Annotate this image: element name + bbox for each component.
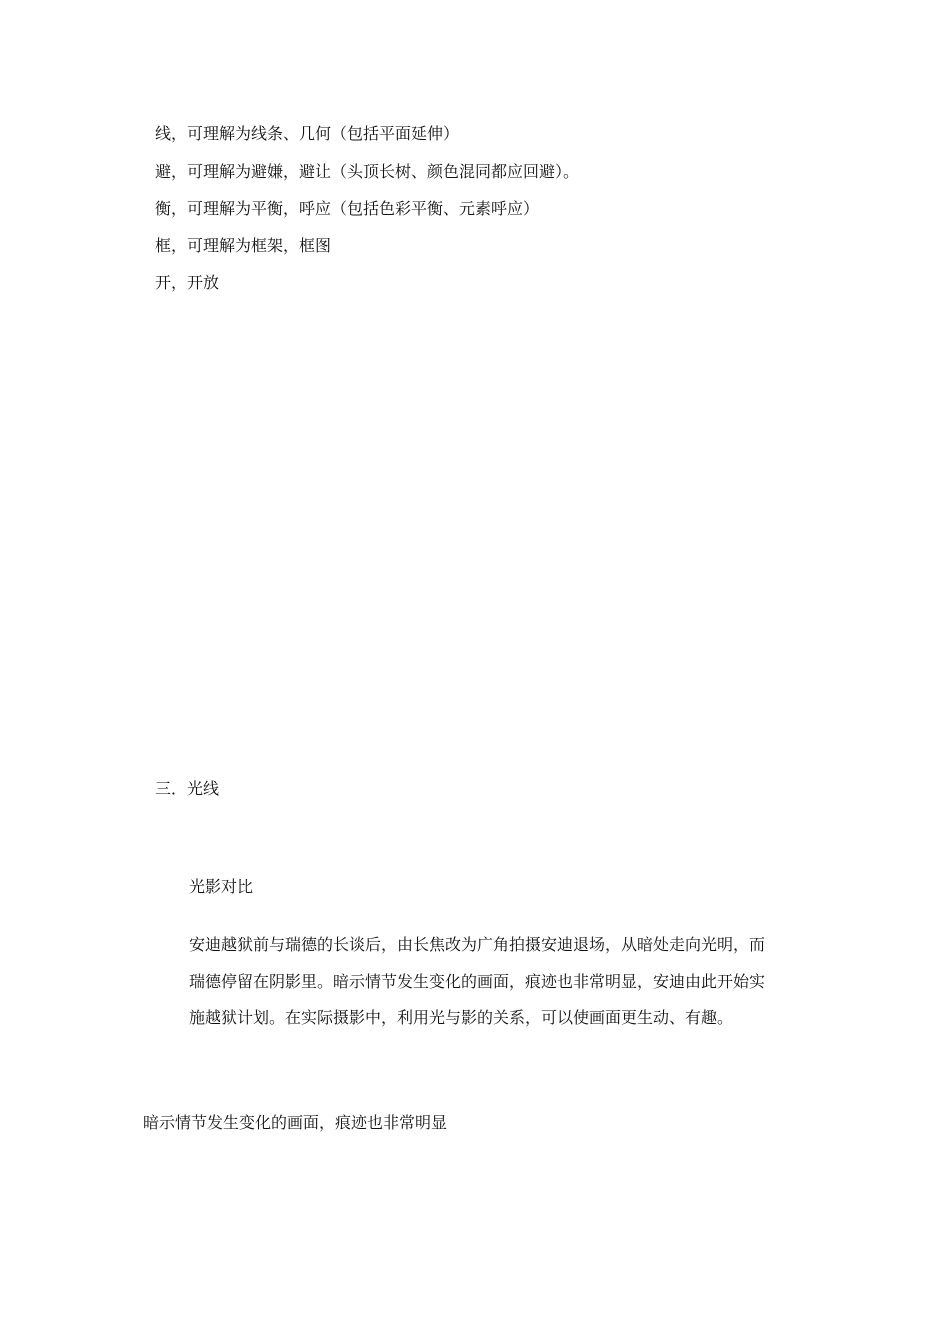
section-heading: 三．光线 [155, 779, 220, 798]
subheading: 光影对比 [189, 877, 254, 896]
paragraph-line: 施越狱计划。在实际摄影中，利用光与影的关系，可以使画面更生动、有趣。 [189, 1008, 734, 1027]
list-item-open: 开，开放 [155, 273, 220, 292]
list-item-avoid: 避，可理解为避嫌，避让（头顶长树、颜色混同都应回避）。 [155, 162, 580, 181]
list-item-line: 线，可理解为线条、几何（包括平面延伸） [155, 124, 460, 143]
paragraph-line: 安迪越狱前与瑞德的长谈后，由长焦改为广角拍摄安迪退场，从暗处走向光明，而 [189, 935, 766, 954]
image-caption: 暗示情节发生变化的画面，痕迹也非常明显 [143, 1113, 448, 1132]
list-item-balance: 衡，可理解为平衡，呼应（包括色彩平衡、元素呼应） [155, 199, 540, 218]
list-item-frame: 框，可理解为框架，框图 [155, 236, 332, 255]
body-paragraph [189, 927, 797, 1037]
paragraph-line: 瑞德停留在阴影里。暗示情节发生变化的画面，痕迹也非常明显，安迪由此开始实 [189, 971, 766, 991]
